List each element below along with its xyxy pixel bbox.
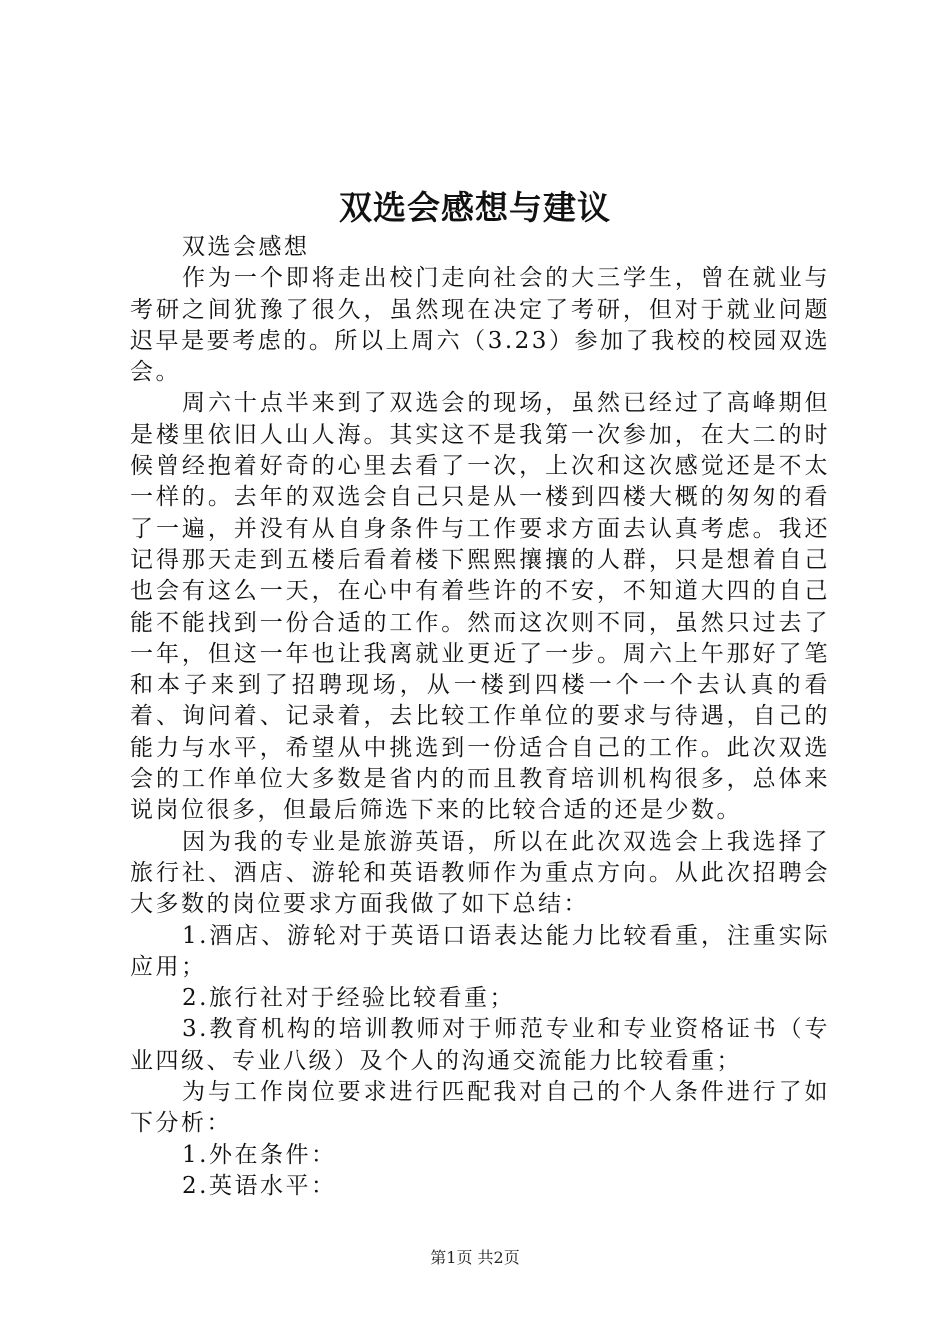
paragraph: 作为一个即将走出校门走向社会的大三学生，曾在就业与考研之间犹豫了很久，虽然现在决定了考研，但对于就业问题迟早是要考虑的。所以上周六（3.23）参加了我校的校园双选会。 xyxy=(130,265,830,386)
paragraph: 周六十点半来到了双选会的现场，虽然已经过了高峰期但是楼里依旧人山人海。其实这不是我第一次参加，在大二的时候曾经抱着好奇的心里去看了一次，上次和这次感觉还是不太一样的。去年的双选会自己只是从一楼到四楼大概的匆匆的看了一遍，并没有从自身条件与工作要求方面去认真考虑。我还记得那天走到五楼后看着楼下熙熙攘攘的人群，只是想着自己也会有这么一天，在心中有着些许的不安，不知道大四的自己能不能找到一份合适的工作。然而这次则不同，虽然只过去了一年，但这一年也让我离就业更近了一步。周六上午那好了笔和本子来到了招聘现场，从一楼到四楼一个一个去认真的看着、询问着、记录着，去比较工作单位的要求与待遇，自己的能力与水平，希望从中挑选到一份适合自己的工作。此次双选会的工作单位大多数是省内的而且教育培训机构很多，总体来说岗位很多，但最后筛选下来的比较合适的还是少数。 xyxy=(130,390,830,824)
document-body xyxy=(130,232,830,1202)
list-item: 1.酒店、游轮对于英语口语表达能力比较看重，注重实际应用； xyxy=(130,922,830,980)
page-number: 第1页 共2页 xyxy=(430,1248,520,1267)
paragraph: 因为我的专业是旅游英语，所以在此次双选会上我选择了旅行社、酒店、游轮和英语教师作为重点方向。从此次招聘会大多数的岗位要求方面我做了如下总结： xyxy=(130,828,830,918)
list-item: 2.英语水平： xyxy=(182,1172,337,1199)
list-item: 1.外在条件： xyxy=(182,1141,337,1168)
list-item: 2.旅行社对于经验比较看重； xyxy=(182,985,515,1012)
document-title: 双选会感想与建议 xyxy=(339,188,611,227)
section-heading: 双选会感想 xyxy=(182,234,310,260)
paragraph: 为与工作岗位要求进行匹配我对自己的个人条件进行了如下分析： xyxy=(130,1079,830,1137)
list-item: 3.教育机构的培训教师对于师范专业和专业资格证书（专业四级、专业八级）及个人的沟通交流能力比较看重； xyxy=(130,1016,830,1074)
